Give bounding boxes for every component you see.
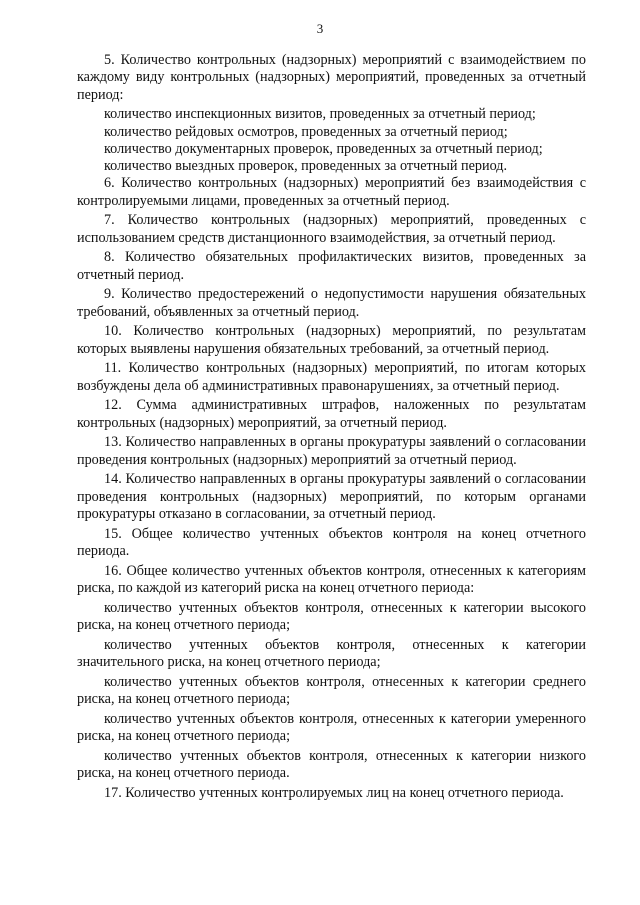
paragraph-15: 15. Общее количество учтенных объектов контроля на конец отчетного периода. — [77, 525, 586, 559]
paragraph-16: 16. Общее количество учтенных объектов контроля, отнесенных к категориям риска, по каждой из категорий риска на конец отчетного периода: — [77, 562, 586, 596]
list-item: количество учтенных объектов контроля, отнесенных к категории значительного риска, на конец отчетного периода; — [77, 636, 586, 670]
paragraph-10: 10. Количество контрольных (надзорных) мероприятий, по результатам которых выявлены нарушения обязательных требований, за отчетный период. — [77, 323, 586, 357]
paragraph-9: 9. Количество предостережений о недопустимости нарушения обязательных требований, объявленных за отчетный период. — [77, 286, 586, 320]
paragraph-5: 5. Количество контрольных (надзорных) мероприятий с взаимодействием по каждому виду контрольных (надзорных) мероприятий, проведенных за отчетный период: — [77, 52, 586, 103]
list-item: количество инспекционных визитов, проведенных за отчетный период; — [104, 106, 536, 123]
paragraph-11: 11. Количество контрольных (надзорных) мероприятий, по итогам которых возбуждены дела об административных правонарушениях, за отчетный период. — [77, 360, 586, 394]
list-item: количество рейдовых осмотров, проведенных за отчетный период; — [104, 123, 508, 140]
paragraph-17: 17. Количество учтенных контролируемых лиц на конец отчетного периода. — [104, 784, 564, 801]
list-item: количество учтенных объектов контроля, отнесенных к категории высокого риска, на конец отчетного периода; — [77, 599, 586, 633]
list-item: количество учтенных объектов контроля, отнесенных к категории низкого риска, на конец отчетного периода. — [77, 747, 586, 781]
list-item: количество выездных проверок, проведенных за отчетный период. — [104, 158, 508, 175]
list-item: количество документарных проверок, проведенных за отчетный период; — [104, 140, 543, 157]
paragraph-8: 8. Количество обязательных профилактических визитов, проведенных за отчетный период. — [77, 249, 586, 283]
paragraph-14: 14. Количество направленных в органы прокуратуры заявлений о согласовании проведения контрольных (надзорных) мероприятий, по которым органами прокуратуры отказано в согласовании, за отчетный период. — [77, 471, 586, 522]
paragraph-7: 7. Количество контрольных (надзорных) мероприятий, проведенных с использованием средств дистанционного взаимодействия, за отчетный период. — [77, 212, 586, 246]
paragraph-12: 12. Сумма административных штрафов, наложенных по результатам контрольных (надзорных) мероприятий, за отчетный период. — [77, 397, 586, 431]
document-body — [77, 52, 586, 804]
paragraph-13: 13. Количество направленных в органы прокуратуры заявлений о согласовании проведения контрольных (надзорных) мероприятий за отчетный период. — [77, 434, 586, 468]
list-item: количество учтенных объектов контроля, отнесенных к категории среднего риска, на конец отчетного периода; — [77, 673, 586, 707]
page-number: 3 — [316, 21, 324, 36]
list-item: количество учтенных объектов контроля, отнесенных к категории умеренного риска, на конец отчетного периода; — [77, 710, 586, 744]
paragraph-6: 6. Количество контрольных (надзорных) мероприятий без взаимодействия с контролируемыми лицами, проведенных за отчетный период. — [77, 175, 586, 209]
